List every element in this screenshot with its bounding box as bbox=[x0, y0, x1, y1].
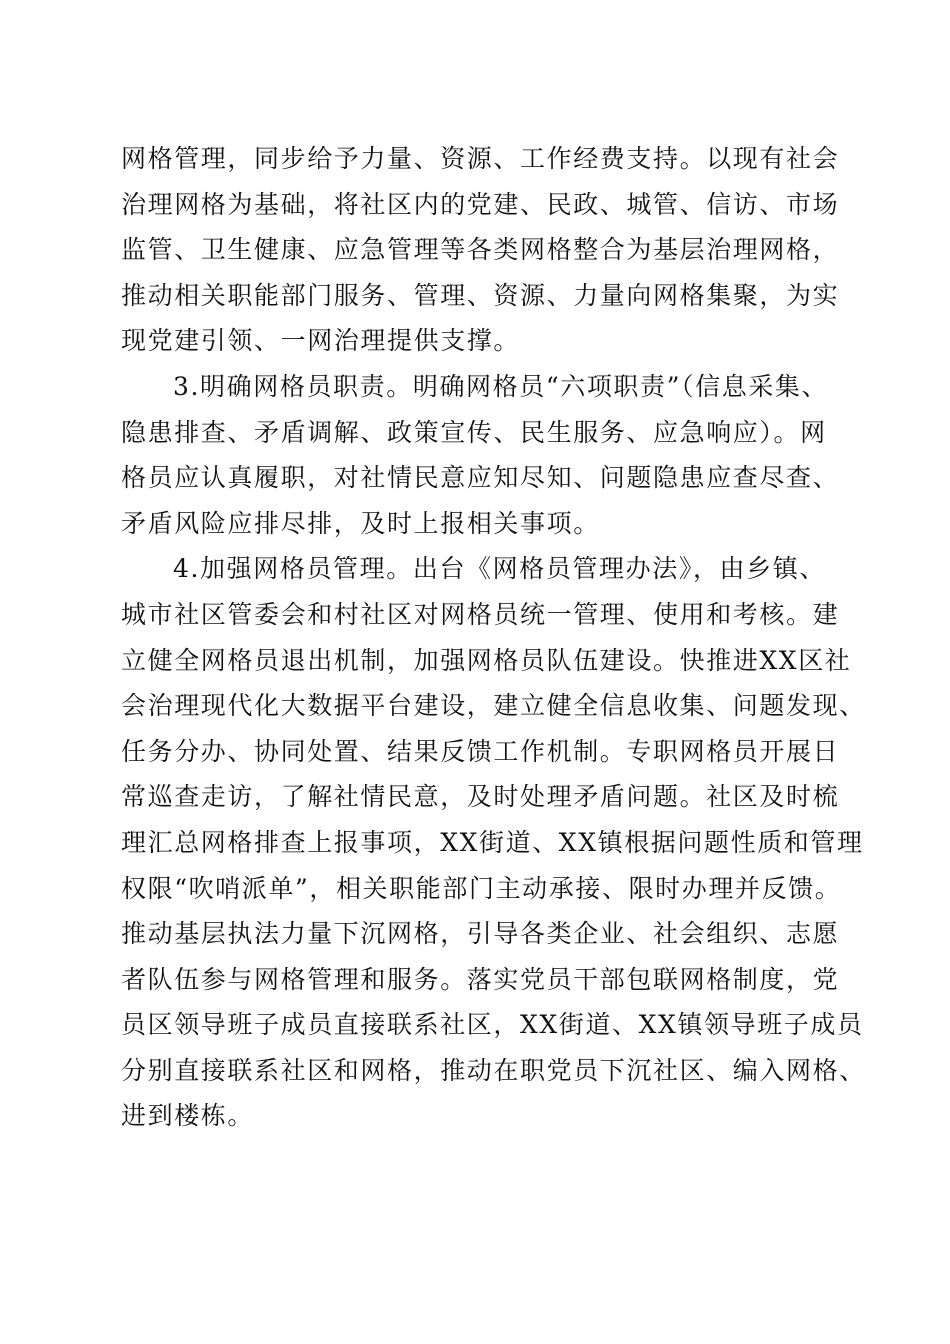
paragraph-line-section-4: 4.加强网格员管理。出台《网格员管理办法》，由乡镇、 bbox=[173, 554, 826, 584]
paragraph-line: 现党建引领、一网治理提供支撑。 bbox=[121, 326, 521, 356]
paragraph-line: 会治理现代化大数据平台建设，建立健全信息收集、问题发现、 bbox=[121, 691, 866, 721]
paragraph-line: 分别直接联系社区和网格，推动在职党员下沉社区、编入网格、 bbox=[121, 1055, 866, 1085]
paragraph-line: 进到楼栋。 bbox=[121, 1101, 255, 1131]
paragraph-line: 监管、卫生健康、应急管理等各类网格整合为基层治理网格， bbox=[121, 235, 840, 265]
paragraph-line-section-3: 3.明确网格员职责。明确网格员“六项职责”（信息采集、 bbox=[173, 371, 829, 401]
paragraph-line: 推动相关职能部门服务、管理、资源、力量向网格集聚，为实 bbox=[121, 280, 840, 310]
paragraph-line: 推动基层执法力量下沉网格，引导各类企业、社会组织、志愿 bbox=[121, 919, 840, 949]
paragraph-line: 常巡查走访，了解社情民意，及时处理矛盾问题。社区及时梳 bbox=[121, 782, 840, 812]
paragraph-line: 者队伍参与网格管理和服务。落实党员干部包联网格制度，党 bbox=[121, 964, 840, 994]
paragraph-line: 权限“吹哨派单”，相关职能部门主动承接、限时办理并反馈。 bbox=[121, 873, 842, 903]
paragraph-line: 城市社区管委会和村社区对网格员统一管理、使用和考核。建 bbox=[121, 599, 840, 629]
paragraph-line: 格员应认真履职，对社情民意应知尽知、问题隐患应查尽查、 bbox=[121, 463, 840, 493]
paragraph-line: 立健全网格员退出机制，加强网格员队伍建设。快推进XX区社 bbox=[121, 645, 852, 675]
paragraph-line: 治理网格为基础，将社区内的党建、民政、城管、信访、市场 bbox=[121, 189, 840, 219]
paragraph-line: 任务分办、协同处置、结果反馈工作机制。专职网格员开展日 bbox=[121, 736, 840, 766]
paragraph-line: 员区领导班子成员直接联系社区，XX街道、XX镇领导班子成员 bbox=[121, 1010, 864, 1040]
paragraph-line: 隐患排查、矛盾调解、政策宣传、民生服务、应急响应）。网 bbox=[121, 417, 827, 447]
paragraph-line: 网格管理，同步给予力量、资源、工作经费支持。以现有社会 bbox=[121, 144, 840, 173]
paragraph-line: 矛盾风险应排尽排，及时上报相关事项。 bbox=[121, 508, 600, 538]
paragraph-line: 理汇总网格排查上报事项，XX街道、XX镇根据问题性质和管理 bbox=[121, 827, 864, 857]
document-body bbox=[121, 136, 866, 1139]
